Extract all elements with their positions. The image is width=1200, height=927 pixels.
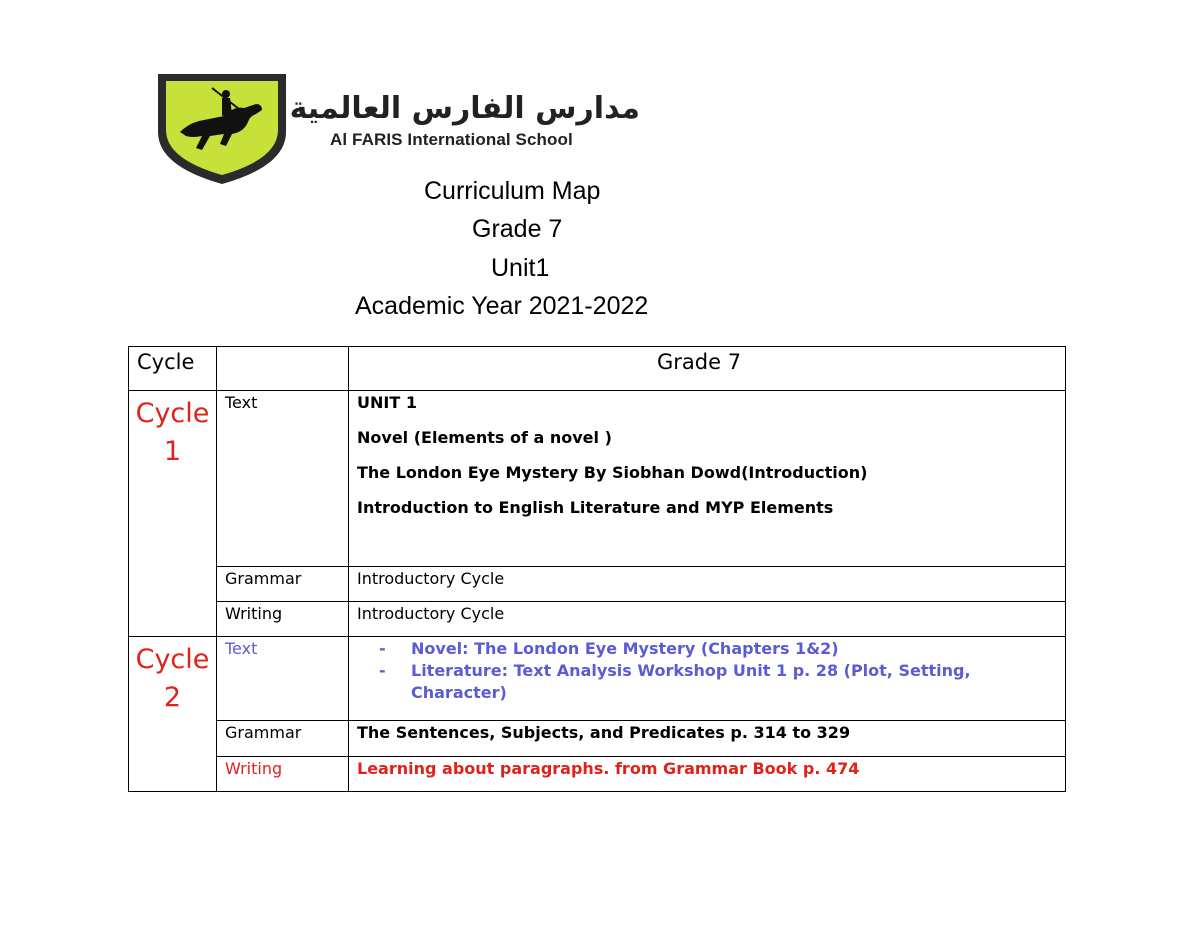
table-row (129, 757, 1066, 792)
text-line: Introduction to English Literature and MYP Elements (357, 498, 834, 517)
school-name-arabic: مدارس الفارس العالمية (289, 91, 640, 126)
cycle-column-header: Cycle (129, 347, 217, 391)
academic-year-heading: Academic Year 2021-2022 (355, 292, 649, 320)
cycle-1-label: Cycle 1 (129, 391, 217, 637)
list-item: - Literature: Text Analysis Workshop Unit 1 p. 28 (Plot, Setting, Character) (379, 660, 1057, 704)
school-logo-icon (152, 70, 292, 186)
school-name-english: Al FARIS International School (330, 130, 573, 149)
text-line: The London Eye Mystery By Siobhan Dowd(Introduction) (357, 463, 868, 482)
cycle-2-grammar-content: The Sentences, Subjects, and Predicates p. 314 to 329 (349, 721, 1066, 757)
table-row (129, 391, 1066, 567)
text-line: UNIT 1 (357, 393, 417, 412)
table-row (129, 721, 1066, 757)
row-label: Grammar (217, 721, 349, 757)
row-label: Text (217, 391, 349, 567)
empty-header-cell (217, 347, 349, 391)
cycle-1-text-content (349, 391, 1066, 567)
row-label: Text (217, 637, 349, 721)
cycle-2-writing-content: Learning about paragraphs. from Grammar Book p. 474 (349, 757, 1066, 792)
unit-heading: Unit1 (491, 254, 550, 282)
curriculum-table (128, 346, 1066, 792)
table-row (129, 567, 1066, 602)
cycle-2-label: Cycle 2 (129, 637, 217, 792)
table-row (129, 637, 1066, 721)
table-row (129, 602, 1066, 637)
row-label: Writing (217, 602, 349, 637)
grade-column-header: Grade 7 (349, 347, 1066, 391)
document-title: Curriculum Map (424, 177, 601, 205)
row-label: Grammar (217, 567, 349, 602)
table-header-row (129, 347, 1066, 391)
row-label: Writing (217, 757, 349, 792)
text-line: Novel (Elements of a novel ) (357, 428, 612, 447)
cycle-2-text-content (349, 637, 1066, 721)
grade-heading: Grade 7 (472, 215, 563, 243)
list-item: - Novel: The London Eye Mystery (Chapters 1&2) (379, 638, 1057, 660)
cycle-1-writing-content: Introductory Cycle (349, 602, 1066, 637)
cycle-1-grammar-content: Introductory Cycle (349, 567, 1066, 602)
